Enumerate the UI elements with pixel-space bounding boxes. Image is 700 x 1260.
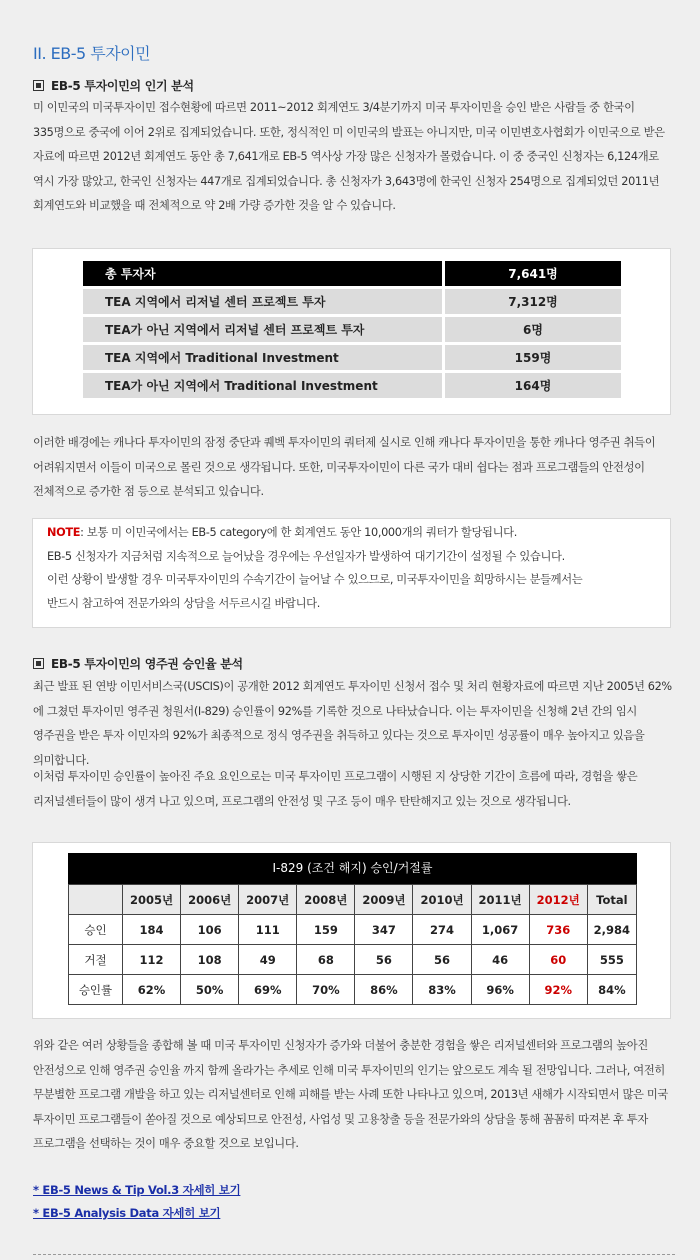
table-row — [69, 945, 637, 975]
row-value: 164명 — [444, 372, 622, 400]
table-cell: 1,067 — [471, 915, 529, 945]
table-cell: 86% — [355, 975, 413, 1005]
table-cell: 56 — [355, 945, 413, 975]
table-row — [83, 372, 621, 400]
note-text — [47, 521, 659, 616]
row-label: 승인 — [69, 915, 123, 945]
table-cell: 555 — [587, 945, 636, 975]
table-cell-highlight: 92% — [529, 975, 587, 1005]
column-header: 2007년 — [239, 885, 297, 915]
table-cell: 112 — [123, 945, 181, 975]
approval-paragraph-1: 최근 발표 된 연방 이민서비스국(USCIS)이 공개한 2012 회계연도 투자이민 신청서 접수 및 처리 현황자료에 따르면 지난 2005년 62%에 그쳤던 투자이민 영주권 청원서(I-829) 승인률이 92%를 기록한 것으로 나타났습니다. 이는 투자이민을 신청해 2년 간의 임시 영주권을 받은 투자 이민자의 92%가 최종적으로 정식 영주권을 취득하고 있다는 것으로 투자이민 성공률이 매우 높아지고 있음을 의미합니다. — [33, 680, 672, 767]
table-cell: 96% — [471, 975, 529, 1005]
table-cell: 347 — [355, 915, 413, 945]
row-label: TEA 지역에서 Traditional Investment — [83, 344, 444, 372]
conclusion-paragraph: 위와 같은 여러 상황들을 종합해 볼 때 미국 투자이민 신청자가 증가와 더불어 충분한 경험을 쌓은 리저널센터와 프로그램의 높아진 안전성으로 인해 영주권 승인율 까지 함께 올라가는 추세로 인해 미국 투자이민의 인기는 앞으로도 계속 될 전망입니다. 그러나, 여전히 무분별한 프로그램 개발을 하고 있는 리저널센터로 인해 피해를 받는 사례 또한 나타나고 있으며, 2013년 새해가 시작되면서 많은 미국 투자이민 프로그램들이 쏟아질 것으로 예상되므로 안전성, 사업성 및 고용창출 등을 전문가와의 상담을 통해 꼼꼼히 따져본 후 투자 프로그램을 선택하는 것이 매우 중요할 것으로 보입니다. — [33, 1039, 668, 1150]
column-header: Total — [587, 885, 636, 915]
approval-table-wrap — [68, 853, 637, 1005]
column-header: 2011년 — [471, 885, 529, 915]
total-investors-value: 7,641명 — [444, 261, 622, 288]
table-cell: 84% — [587, 975, 636, 1005]
table-cell: 50% — [181, 975, 239, 1005]
note-line-2: EB-5 신청자가 지금처럼 지속적으로 늘어났을 경우에는 우선일자가 발생하여 대기기간이 설정될 수 있습니다. — [47, 549, 565, 563]
table-cell: 46 — [471, 945, 529, 975]
table-cell: 159 — [297, 915, 355, 945]
row-value: 159명 — [444, 344, 622, 372]
approval-paragraph-2: 이처럼 투자이민 승인률이 높아진 주요 요인으로는 미국 투자이민 프로그램이 시행된 지 상당한 기간이 흐름에 따라, 경험을 쌓은 리저널센터들이 많이 생겨 나고 있으며, 프로그램의 안전성 및 구조 등이 매우 탄탄해지고 있는 것으로 생각됩니다. — [33, 770, 638, 808]
total-investors-label: 총 투자자 — [83, 261, 444, 288]
square-bullet-icon — [33, 658, 44, 669]
investor-table-header — [83, 261, 621, 288]
row-label: 거절 — [69, 945, 123, 975]
table-cell: 2,984 — [587, 915, 636, 945]
popularity-heading-text: EB-5 투자이민의 인기 분석 — [51, 79, 194, 93]
column-header: 2005년 — [123, 885, 181, 915]
note-line-1-text: : 보통 미 이민국에서는 EB-5 category에 한 회계연도 동안 10,000개의 쿼터가 할당됩니다. — [80, 526, 517, 539]
table-cell: 69% — [239, 975, 297, 1005]
column-header-highlight: 2012년 — [529, 885, 587, 915]
approval-heading-text: EB-5 투자이민의 영주권 승인율 분석 — [51, 657, 243, 671]
row-label: TEA가 아닌 지역에서 리저널 센터 프로젝트 투자 — [83, 316, 444, 344]
table-cell: 49 — [239, 945, 297, 975]
table-cell: 70% — [297, 975, 355, 1005]
investor-table-panel — [32, 248, 671, 415]
approval-table-header-row — [69, 885, 637, 915]
table-row — [83, 344, 621, 372]
row-label: TEA가 아닌 지역에서 Traditional Investment — [83, 372, 444, 400]
table-cell: 108 — [181, 945, 239, 975]
column-header: 2006년 — [181, 885, 239, 915]
table-cell: 62% — [123, 975, 181, 1005]
table-cell: 184 — [123, 915, 181, 945]
note-line-3: 이런 상황이 발생할 경우 미국투자이민의 수속기간이 늘어날 수 있으므로, 미국투자이민을 희망하시는 분들께서는 — [47, 573, 583, 587]
approval-table — [68, 884, 637, 1005]
approval-heading — [33, 655, 243, 672]
row-label: TEA 지역에서 리저널 센터 프로젝트 투자 — [83, 288, 444, 316]
column-header: 2008년 — [297, 885, 355, 915]
table-row — [69, 975, 637, 1005]
column-header: 2009년 — [355, 885, 413, 915]
row-label: 승인률 — [69, 975, 123, 1005]
approval-table-panel — [32, 842, 671, 1019]
analysis-data-link[interactable]: * EB-5 Analysis Data 자세히 보기 — [33, 1206, 221, 1220]
news-tip-link[interactable]: * EB-5 News & Tip Vol.3 자세히 보기 — [33, 1183, 241, 1197]
row-value: 7,312명 — [444, 288, 622, 316]
note-line-4: 반드시 참고하여 전문가와의 상담을 서두르시길 바랍니다. — [47, 597, 320, 611]
table-cell: 68 — [297, 945, 355, 975]
table-cell: 274 — [413, 915, 471, 945]
square-bullet-icon — [33, 80, 44, 91]
table-row — [69, 915, 637, 945]
table-row — [83, 316, 621, 344]
table-cell: 56 — [413, 945, 471, 975]
investor-table — [83, 261, 621, 401]
approval-table-title: I-829 (조건 해지) 승인/거절률 — [68, 853, 637, 884]
table-row — [83, 288, 621, 316]
column-header: 2010년 — [413, 885, 471, 915]
table-cell-highlight: 60 — [529, 945, 587, 975]
note-panel — [32, 518, 671, 628]
table-cell-highlight: 736 — [529, 915, 587, 945]
table-cell: 106 — [181, 915, 239, 945]
popularity-paragraph: 미 이민국의 미국투자이민 접수현황에 따르면 2011~2012 회계연도 3/4분기까지 미국 투자이민을 승인 받은 사람들 중 한국이 335명으로 중국에 이어 2위로 집계되었습니다. 또한, 정식적인 미 이민국의 발표는 아니지만, 미국 이민변호사협회가 이민국으로 받은 자료에 따르면 2012년 회계연도 동안 총 7,641개로 EB-5 역사상 가장 많은 신청자가 몰렸습니다. 이 중 중국인 신청자는 6,124개로 역시 가장 많았고, 한국인 신청자는 447개로 집계되었습니다. 총 신청자가 3,643명에 한국인 신청자 254명으로 집계되었던 2011년 회계연도와 비교했을 때 전체적으로 약 2배 가량 증가한 것을 알 수 있습니다. — [33, 101, 665, 212]
row-value: 6명 — [444, 316, 622, 344]
dashed-divider — [33, 1254, 675, 1255]
table-cell: 111 — [239, 915, 297, 945]
header-corner — [69, 885, 123, 915]
popularity-heading — [33, 77, 194, 94]
note-line-1 — [47, 521, 659, 545]
background-paragraph: 이러한 배경에는 캐나다 투자이민의 잠정 중단과 퀘벡 투자이민의 쿼터제 실시로 인해 캐나다 투자이민을 통한 캐나다 영주권 취득이 어려워지면서 이들이 미국으로 몰린 것으로 생각됩니다. 또한, 미국투자이민이 다른 국가 대비 쉽다는 점과 프로그램들의 안전성이 전체적으로 증가한 점 등으로 분석되고 있습니다. — [33, 436, 656, 498]
table-cell: 83% — [413, 975, 471, 1005]
section-title: II. EB-5 투자이민 — [33, 44, 151, 63]
note-label: NOTE — [47, 526, 81, 539]
